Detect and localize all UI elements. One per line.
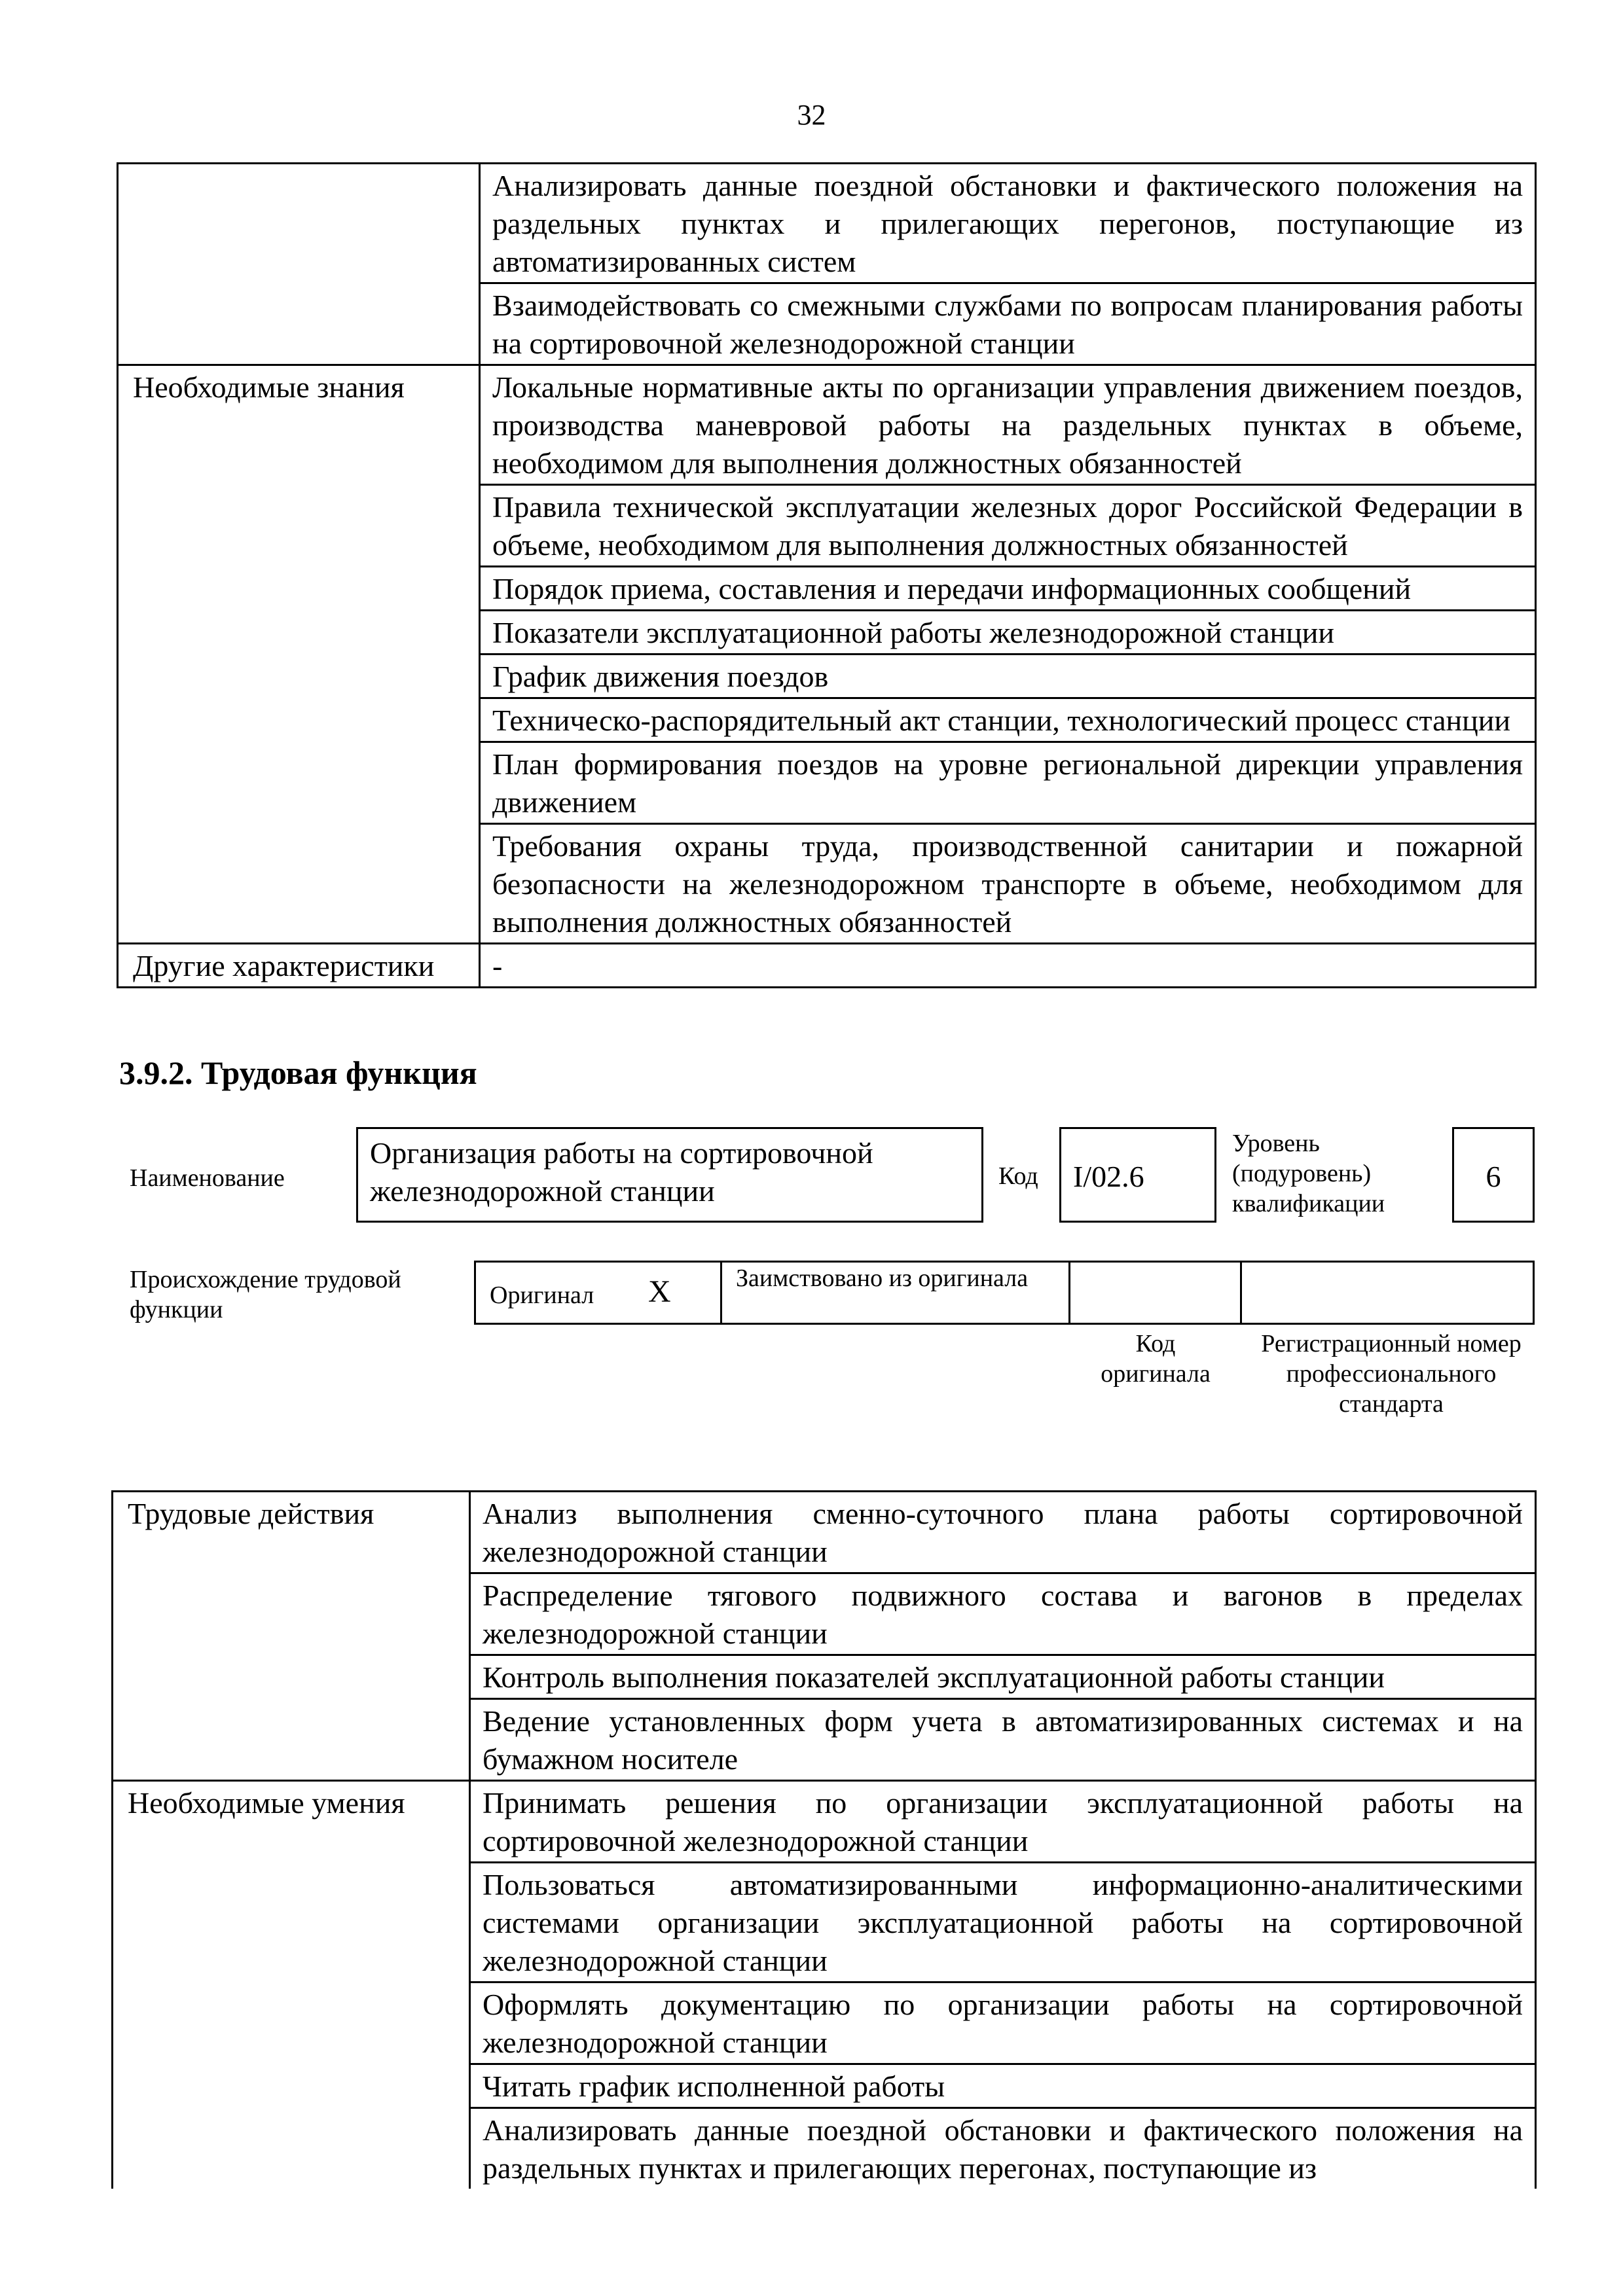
table-cell: Пользоваться автоматизированными информационно-аналитическими системами организации эксплуатационной работы на сортировочной железнодорожной станции — [470, 1863, 1536, 1982]
table-cell: Локальные нормативные акты по организации управления движением поездов, производства маневровой работы на раздельных пунктах в объеме, необходимом для выполнения должностных обязанностей — [480, 365, 1536, 485]
table-row — [113, 1781, 1536, 1863]
origin-label: Происхождение трудовой функции — [130, 1266, 401, 1323]
function-name: Организация работы на сортировочной железнодорожной станции — [370, 1136, 873, 1208]
table-cell: - — [480, 944, 1536, 988]
row-label: Необходимые знания — [118, 365, 480, 944]
table-cell: Контроль выполнения показателей эксплуатационной работы станции — [470, 1655, 1536, 1699]
section-title: 3.9.2. Трудовая функция — [119, 1054, 477, 1091]
table-cell: Техническо-распорядительный акт станции, технологический процесс станции — [480, 698, 1536, 742]
row-label: Трудовые действия — [113, 1492, 470, 1781]
table-cell: Правила технической эксплуатации железных дорог Российской Федерации в объеме, необходимом для выполнения должностных обязанностей — [480, 485, 1536, 567]
row-label: Необходимые умения — [113, 1781, 470, 2189]
table-cell: Распределение тягового подвижного состава и вагонов в пределах железнодорожной станции — [470, 1573, 1536, 1655]
code-value: I/02.6 — [1073, 1160, 1144, 1193]
row-label: Другие характеристики — [118, 944, 480, 988]
divider — [720, 1261, 722, 1325]
table-cell: График движения поездов — [480, 655, 1536, 698]
table-cell: Анализировать данные поездной обстановки и фактического положения на раздельных пунктах и прилегающих перегонов, поступающие из автоматизированных систем — [480, 164, 1536, 283]
code-caption: Код оригинала — [1101, 1330, 1211, 1388]
table-row — [113, 1492, 1536, 1573]
code-box — [1059, 1127, 1216, 1223]
divider — [1068, 1261, 1070, 1325]
level-value: 6 — [1486, 1160, 1501, 1193]
original-label: Оригинал — [490, 1282, 594, 1309]
table-cell: Анализ выполнения сменно-суточного плана работы сортировочной железнодорожной станции — [470, 1492, 1536, 1573]
table-cell: Принимать решения по организации эксплуатационной работы на сортировочной железнодорожной станции — [470, 1781, 1536, 1863]
table-cell: Требования охраны труда, производственной санитарии и пожарной безопасности на железнодорожном транспорте в объеме, необходимом для выполнения должностных обязанностей — [480, 824, 1536, 944]
divider — [1240, 1261, 1242, 1325]
table-cell: Порядок приема, составления и передачи информационных сообщений — [480, 567, 1536, 611]
table-cell: Показатели эксплуатационной работы железнодорожной станции — [480, 611, 1536, 655]
knowledge-table — [117, 162, 1537, 988]
name-box — [356, 1127, 983, 1223]
reg-caption: Регистрационный номер профессионального стандарта — [1261, 1330, 1522, 1418]
level-box — [1452, 1127, 1535, 1223]
table-row — [118, 164, 1536, 283]
actions-table — [111, 1490, 1537, 2189]
table-cell: Взаимодействовать со смежными службами по вопросам планирования работы на сортировочной железнодорожной станции — [480, 283, 1536, 365]
page-number: 32 — [797, 99, 826, 131]
name-label: Наименование — [130, 1164, 285, 1192]
row-label — [118, 164, 480, 365]
borrowed-label: Заимствовано из оригинала — [736, 1265, 1029, 1292]
table-cell: Читать график исполненной работы — [470, 2064, 1536, 2108]
level-label: Уровень (подуровень) квалификации — [1232, 1130, 1385, 1217]
table-cell: План формирования поездов на уровне региональной дирекции управления движением — [480, 742, 1536, 824]
table-cell: Анализировать данные поездной обстановки и фактического положения на раздельных пунктах и прилегающих перегонах, поступающие из — [470, 2108, 1536, 2189]
table-cell: Ведение установленных форм учета в автоматизированных системах и на бумажном носителе — [470, 1699, 1536, 1781]
code-label: Код — [998, 1162, 1038, 1190]
original-mark: X — [648, 1274, 671, 1309]
table-row — [118, 365, 1536, 485]
table-cell: Оформлять документацию по организации работы на сортировочной железнодорожной станции — [470, 1982, 1536, 2064]
table-row — [118, 944, 1536, 988]
